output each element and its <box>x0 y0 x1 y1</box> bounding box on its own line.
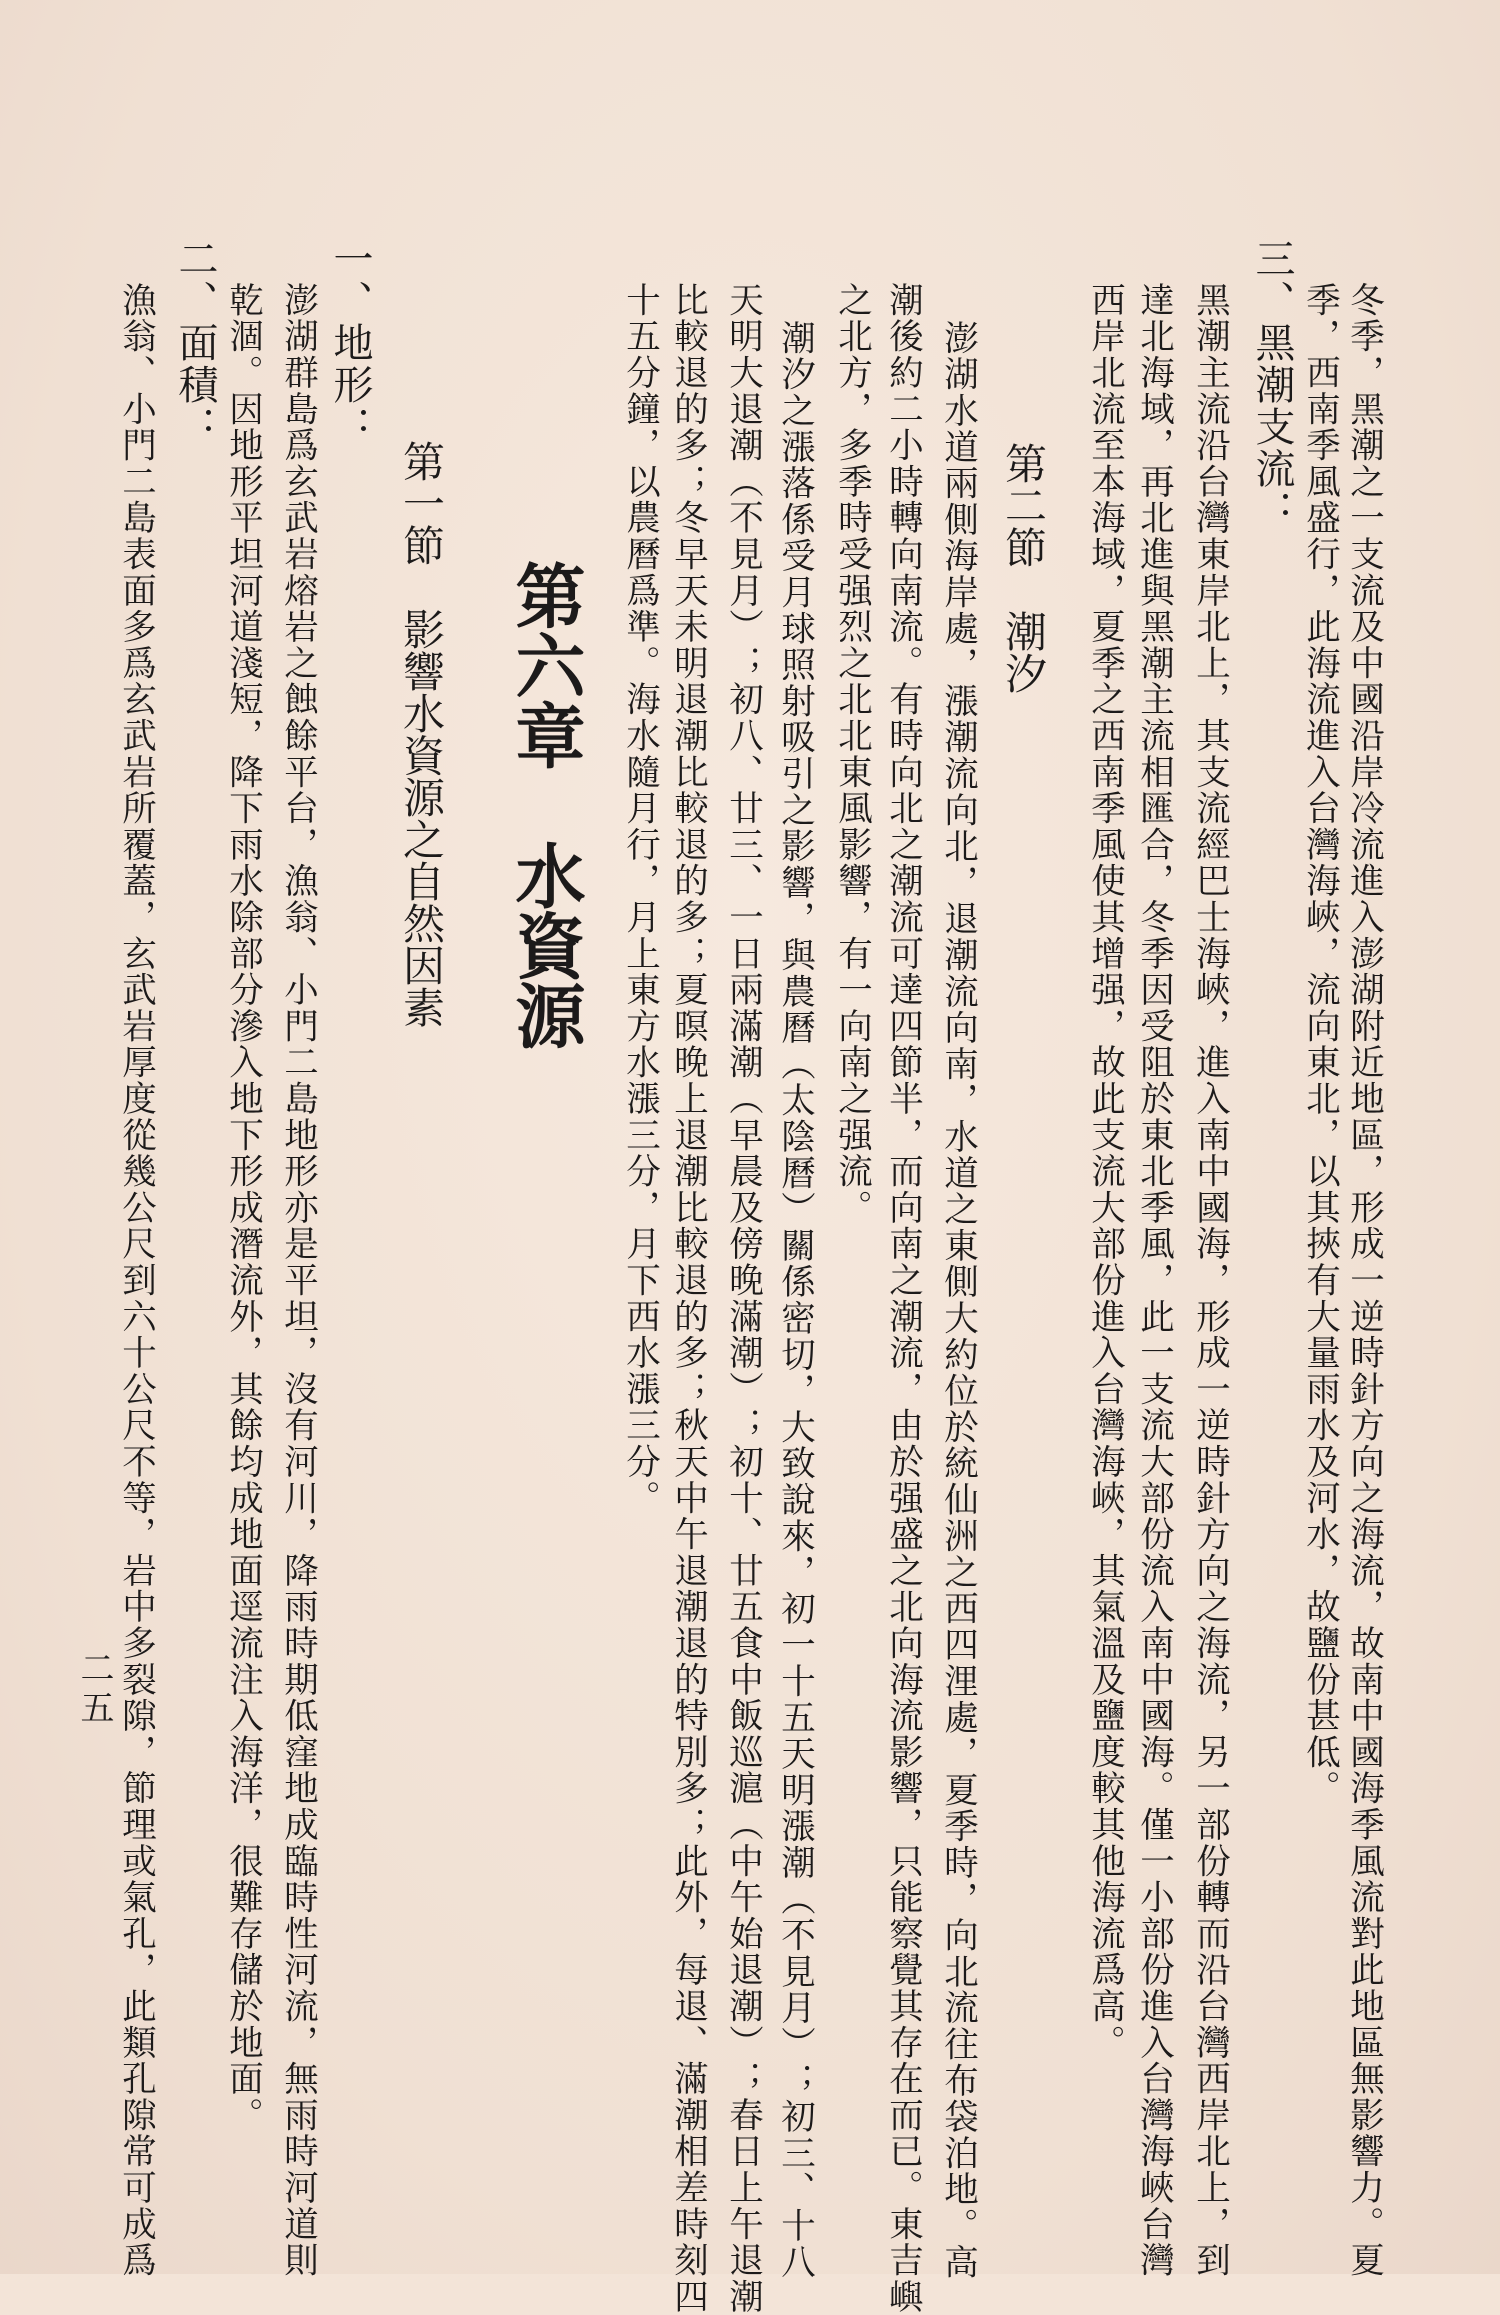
text-column: 天明大退潮（不見月）；初八、廿三、一日兩滿潮（早晨及傍晚滿潮）；初十、廿五食中飯巡滬（中午始退潮）；春日上午退潮 <box>722 282 763 2315</box>
text-column: 西岸北流至本海域，夏季之西南季風使其增强，故此支流大部份進入台灣海峽，其氣溫及鹽度較其他海流爲高。 <box>1084 282 1125 2061</box>
text-column: 漁翁、小門二島表面多爲玄武岩所覆蓋，玄武岩厚度從幾公尺到六十公尺不等，岩中多裂隙，節理或氣孔，此類孔隙常可成爲 <box>115 282 156 2279</box>
subheading: 二、面積： <box>172 238 218 448</box>
text-column: 冬季，黑潮之一支流及中國沿岸冷流進入澎湖附近地區，形成一逆時針方向之海流，故南中國海季風流對此地區無影響力。夏 <box>1343 282 1384 2279</box>
page-number: 二五 <box>74 1650 114 1730</box>
text-column: 黑潮主流沿台灣東岸北上，其支流經巴士海峽，進入南中國海，形成一逆時針方向之海流，另一部份轉而沿台灣西岸北上，到 <box>1189 282 1230 2279</box>
section-heading-natural-factors: 第一節 影響水資源之自然因素 <box>397 440 446 1028</box>
subheading: 三、黑潮支流： <box>1249 238 1295 532</box>
text-column: 達北海域，再北進與黑潮主流相匯合，冬季因受阻於東北季風，此一支流大部份流入南中國海。僅一小部份進入台灣海峽台灣 <box>1133 282 1174 2279</box>
text-column: 澎湖水道兩側海岸處，漲潮流向北，退潮流向南，水道之東側大約位於統仙洲之西四浬處，夏季時，向北流往布袋泊地。高 <box>937 320 978 2281</box>
text-column: 之北方，多季時受强烈之北北東風影響，有一向南之强流。 <box>831 282 872 1226</box>
text-column: 澎湖群島爲玄武岩熔岩之蝕餘平台，漁翁、小門二島地形亦是平坦，沒有河川，降雨時期低窪地成臨時性河流，無雨時河道則 <box>277 282 318 2279</box>
chapter-title: 第六章 水資源 <box>504 560 586 1050</box>
text-column: 十五分鐘，以農曆爲準。海水隨月行，月上東方水漲三分，月下西水漲三分。 <box>619 282 660 1517</box>
subheading: 一、地形： <box>327 238 373 448</box>
text-column: 季，西南季風盛行，此海流進入台灣海峽，流向東北，以其挾有大量雨水及河水，故鹽份甚低。 <box>1299 282 1340 1807</box>
text-column: 比較退的多；冬早天未明退潮比較退的多；夏暝晚上退潮比較退的多；秋天中午退潮退的特別多；此外，每退、滿潮相差時刻四 <box>667 282 708 2315</box>
text-column: 乾涸。因地形平坦河道淺短，降下雨水除部分滲入地下形成潛流外，其餘均成地面逕流注入海洋，很難存儲於地面。 <box>222 282 263 2134</box>
text-column: 潮汐之漲落係受月球照射吸引之影響，與農曆（太陰曆）關係密切，大致說來，初一十五天明漲潮（不見月）；初三、十八 <box>774 320 815 2281</box>
text-column: 潮後約二小時轉向南流。有時向北之潮流可達四節半，而向南之潮流，由於强盛之北向海流影響，只能察覺其存在而已。東吉嶼 <box>882 282 923 2315</box>
section-heading-tides: 第二節 潮汐 <box>999 442 1048 694</box>
